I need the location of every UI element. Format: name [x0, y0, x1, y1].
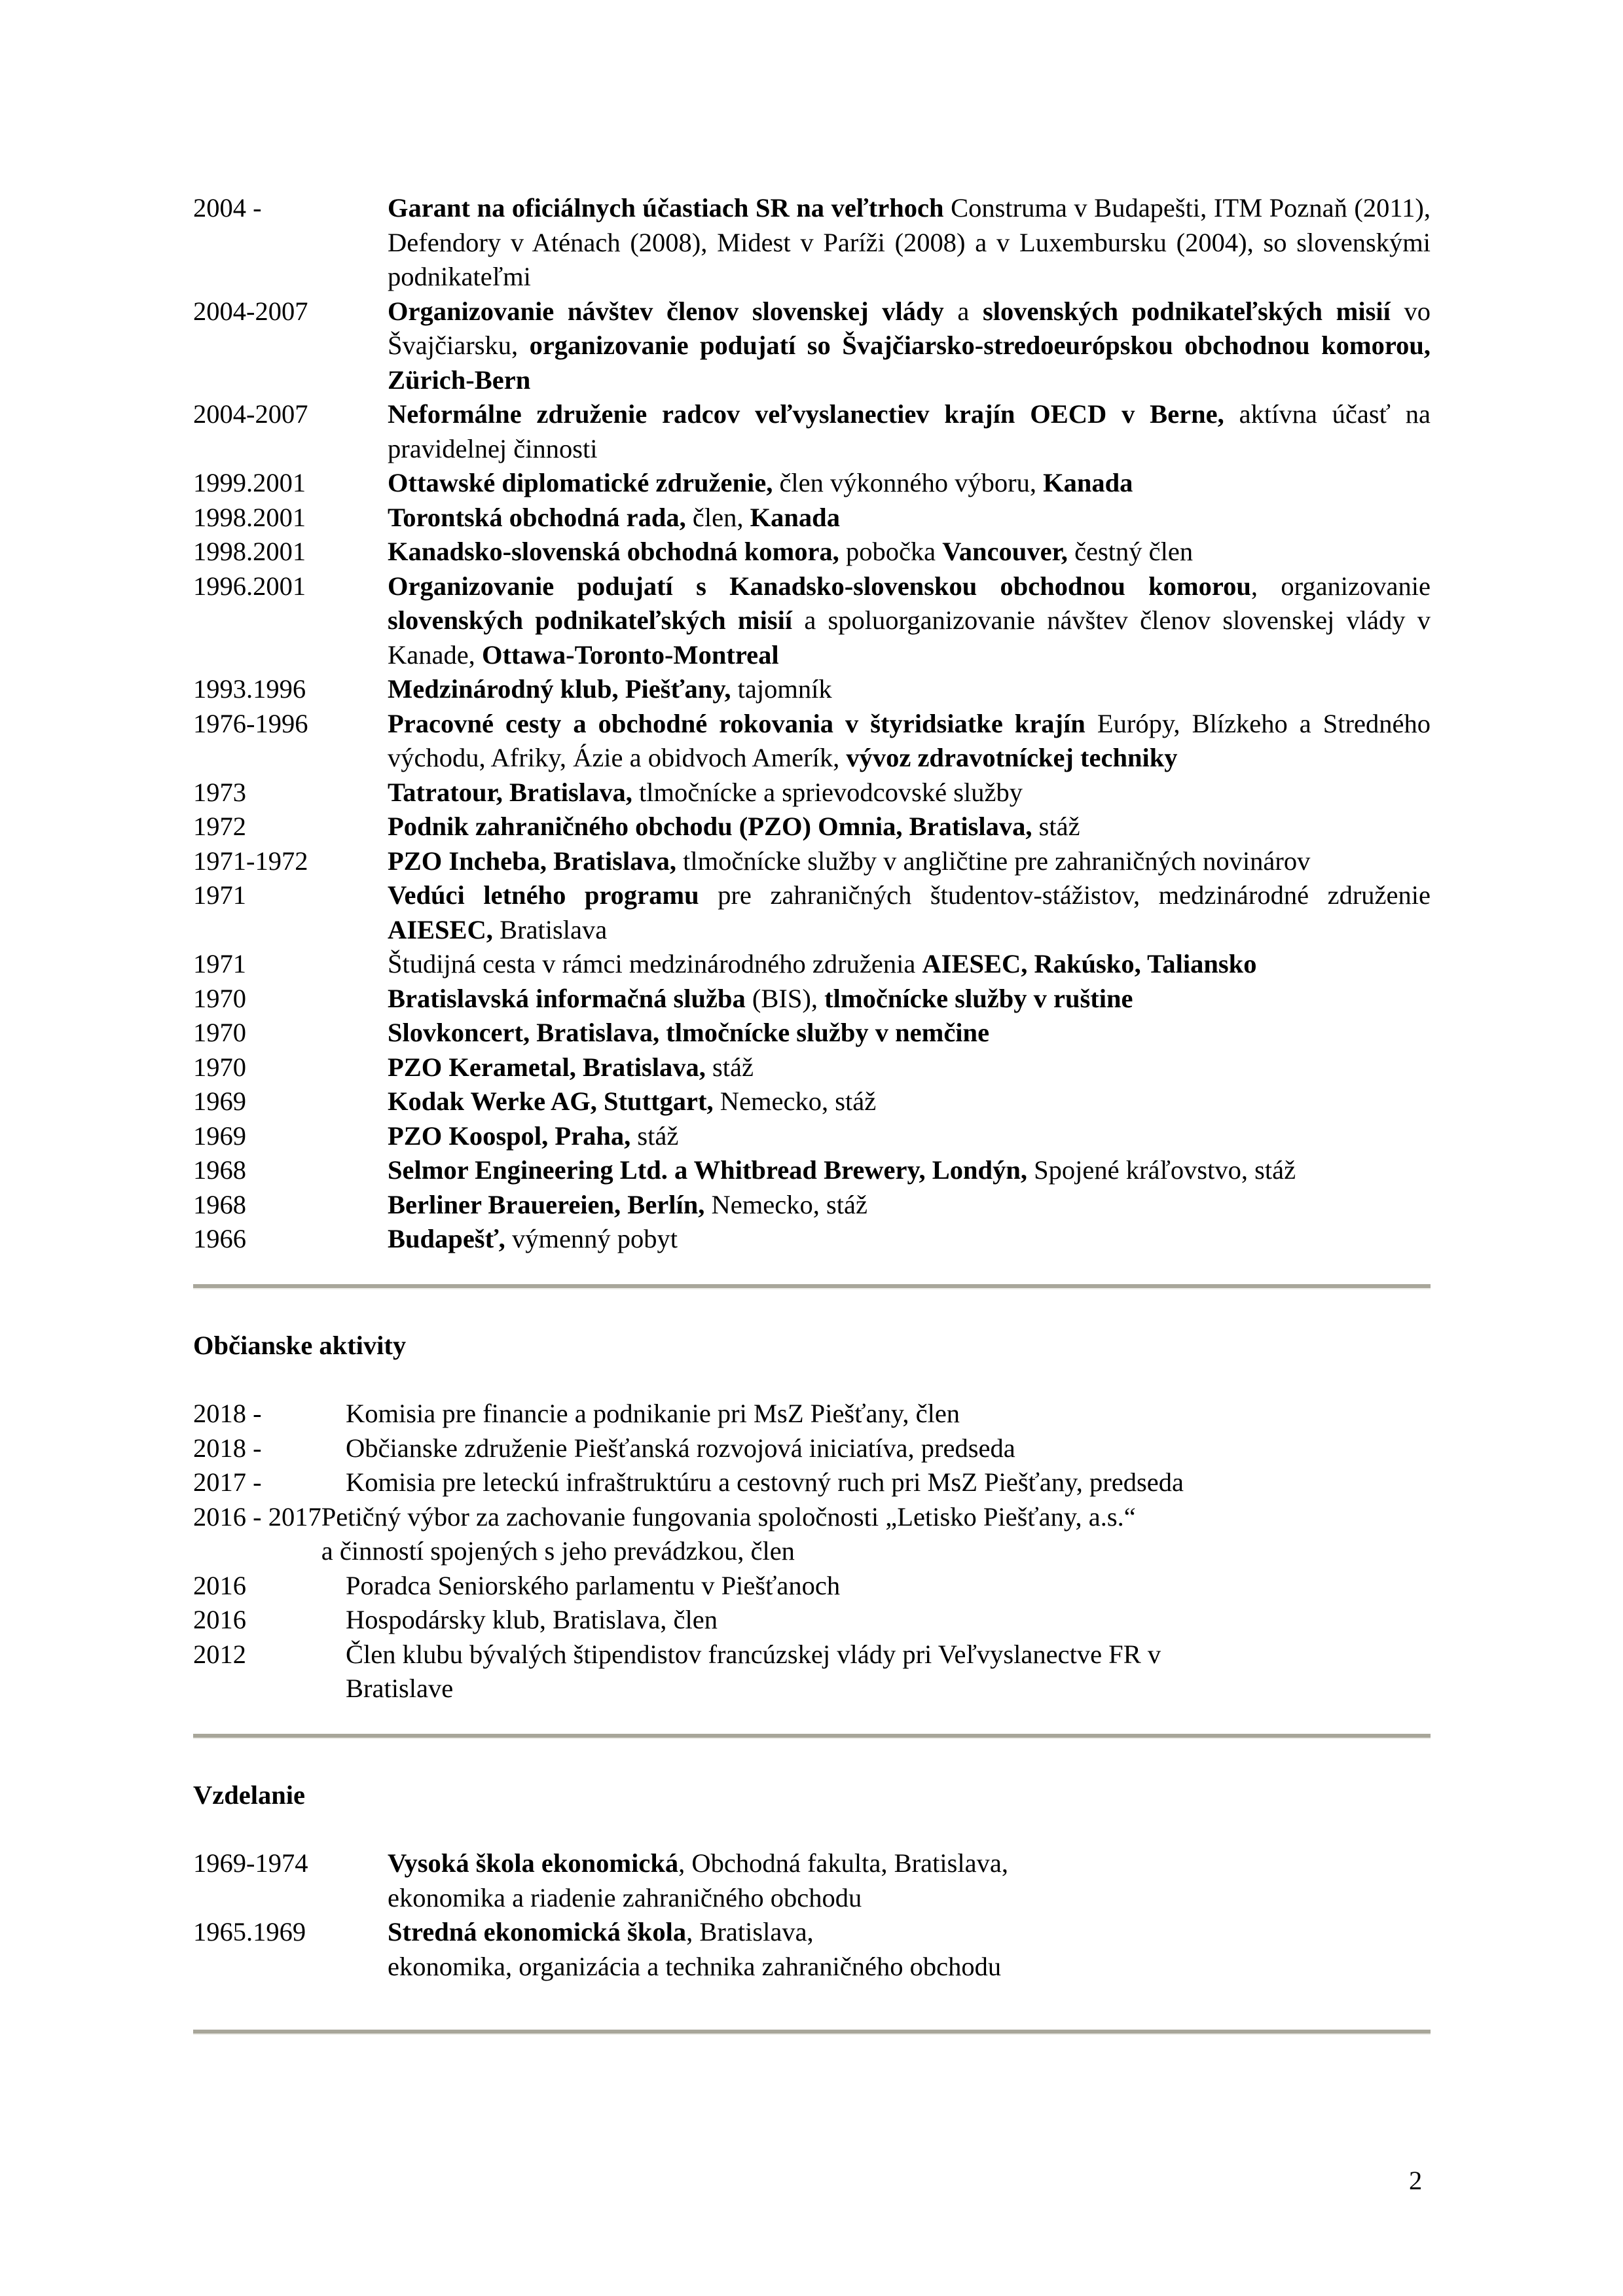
- experience-date: 2004-2007: [193, 399, 308, 429]
- experience-row: [193, 810, 1431, 844]
- civic-list: [193, 1397, 1431, 1706]
- bold-text: Garant na oficiálnych účastiach SR na veľtrhoch: [388, 193, 944, 223]
- experience-row: [193, 191, 1431, 295]
- experience-row: [193, 1222, 1431, 1257]
- experience-description: [388, 1119, 1431, 1154]
- bold-text: AIESEC,: [388, 914, 493, 944]
- bold-text: AIESEC, Rakúsko, Taliansko: [922, 949, 1257, 978]
- experience-row: [193, 982, 1431, 1016]
- experience-description: [388, 1188, 1431, 1223]
- text: Nemecko, stáž: [704, 1189, 867, 1219]
- experience-description: [388, 569, 1431, 673]
- experience-description: [388, 844, 1431, 879]
- experience-row: [193, 844, 1431, 879]
- experience-description: [388, 1085, 1431, 1119]
- school-name: Vysoká škola ekonomická: [388, 1848, 679, 1878]
- text: Nemecko, stáž: [713, 1086, 877, 1116]
- bold-text: PZO Koospol, Praha,: [388, 1121, 631, 1151]
- bold-text: Neformálne združenie radcov veľvyslanectiev krajín OECD v Berne,: [388, 399, 1224, 429]
- bold-text: Ottawské diplomatické združenie,: [388, 468, 773, 497]
- section-divider: [193, 1734, 1431, 1739]
- bold-text: Organizovanie podujatí s Kanadsko-slovenskou obchodnou komorou: [388, 571, 1251, 601]
- education-row: [193, 1915, 1431, 1984]
- experience-row: [193, 707, 1431, 776]
- experience-description: [388, 776, 1431, 810]
- bold-text: Medzinárodný klub, Piešťany,: [388, 674, 731, 704]
- text: stáž: [705, 1052, 754, 1082]
- experience-row: [193, 1188, 1431, 1223]
- experience-date: 2004-2007: [193, 296, 308, 326]
- bold-text: slovenských podnikateľských misií: [388, 605, 793, 635]
- civic-line: Komisia pre financie a podnikanie pri MsZ Piešťany, člen: [346, 1399, 960, 1428]
- civic-row: [193, 1638, 1431, 1706]
- civic-description: [346, 1638, 1431, 1706]
- experience-date: 1998.2001: [193, 537, 306, 566]
- civic-row: [193, 1500, 1431, 1569]
- experience-description: [388, 1050, 1431, 1085]
- bold-text: Pracovné cesty a obchodné rokovania v štyridsiatke krajín: [388, 708, 1085, 738]
- experience-row: [193, 1119, 1431, 1154]
- cv-page: [193, 191, 1431, 2035]
- civic-date: 2016: [193, 1570, 246, 1600]
- civic-date: 2018 -: [193, 1433, 262, 1463]
- text: stáž: [1032, 812, 1080, 841]
- civic-date: 2017 -: [193, 1467, 262, 1497]
- text: tajomník: [731, 674, 832, 704]
- text: Európy, Blízkeho a Stredného východu, Afriky, Ázie a obidvoch Amerík,: [388, 708, 1431, 772]
- bold-text: PZO Incheba, Bratislava,: [388, 846, 677, 876]
- bold-text: Kanadsko-slovenská obchodná komora,: [388, 537, 839, 566]
- civic-row: [193, 1569, 1431, 1604]
- experience-description: [388, 672, 1431, 707]
- experience-date: 2004 -: [193, 193, 262, 223]
- civic-date: 2016: [193, 1605, 246, 1634]
- civic-line: Hospodársky klub, Bratislava, člen: [346, 1605, 718, 1634]
- experience-description: [388, 1153, 1431, 1188]
- bold-text: Berliner Brauereien, Berlín,: [388, 1189, 705, 1219]
- study-field: ekonomika, organizácia a technika zahraničného obchodu: [388, 1951, 1002, 1981]
- text: , organizovanie: [1250, 571, 1431, 601]
- bold-text: Organizovanie návštev členov slovenskej vlády: [388, 296, 944, 326]
- bold-text: Podnik zahraničného obchodu (PZO) Omnia, Bratislava,: [388, 812, 1032, 841]
- text: (BIS),: [745, 983, 825, 1013]
- civic-line: Občianske združenie Piešťanská rozvojová iniciatíva, predseda: [346, 1433, 1015, 1463]
- civic-description: [346, 1603, 1431, 1638]
- bold-text: Vedúci letného programu: [388, 880, 699, 910]
- education-description: [388, 1915, 1431, 1984]
- text: pobočka: [839, 537, 943, 566]
- experience-row: [193, 672, 1431, 707]
- bold-text: Bratislavská informačná služba: [388, 983, 746, 1013]
- text: a: [943, 296, 983, 326]
- experience-date: 1969: [193, 1121, 246, 1151]
- experience-date: 1968: [193, 1155, 246, 1185]
- text: čestný člen: [1067, 537, 1194, 566]
- text: tlmočnícke služby v angličtine pre zahraničných novinárov: [676, 846, 1311, 876]
- experience-description: [388, 397, 1431, 466]
- bold-text: vývoz zdravotníckej techniky: [846, 743, 1178, 772]
- experience-description: [388, 295, 1431, 398]
- civic-line: Člen klubu bývalých štipendistov francúzskej vlády pri Veľvyslanectve FR v: [346, 1639, 1161, 1669]
- experience-date: 1972: [193, 812, 246, 841]
- civic-line: Petičný výbor za zachovanie fungovania spoločnosti „Letisko Piešťany, a.s.“: [321, 1501, 1136, 1532]
- text: člen výkonného výboru,: [773, 468, 1044, 497]
- bold-text: Kanada: [1043, 468, 1133, 497]
- text: člen,: [685, 502, 750, 532]
- text: Študijná cesta v rámci medzinárodného združenia: [388, 949, 922, 978]
- experience-description: [388, 982, 1431, 1016]
- bold-text: Tatratour, Bratislava,: [388, 777, 632, 807]
- experience-description: [388, 707, 1431, 776]
- experience-description: [388, 947, 1431, 982]
- experience-date: 1966: [193, 1224, 246, 1253]
- experience-description: [388, 810, 1431, 844]
- bold-text: Kanada: [750, 502, 840, 532]
- experience-date: 1998.2001: [193, 502, 306, 532]
- bold-text: Kodak Werke AG, Stuttgart,: [388, 1086, 714, 1116]
- civic-line: Komisia pre leteckú infraštruktúru a cestovný ruch pri MsZ Piešťany, predseda: [346, 1467, 1184, 1497]
- text: tlmočnícke a sprievodcovské služby: [632, 777, 1023, 807]
- bold-text: PZO Kerametal, Bratislava,: [388, 1052, 706, 1082]
- text: Bratislava: [492, 914, 608, 944]
- bold-text: Ottawa-Toronto-Montreal: [481, 639, 779, 670]
- experience-date: 1996.2001: [193, 571, 306, 601]
- experience-list: [193, 191, 1431, 1257]
- experience-date: 1993.1996: [193, 674, 306, 704]
- civic-description: [346, 1431, 1431, 1466]
- experience-description: [388, 501, 1431, 535]
- civic-heading: Občianske aktivity: [193, 1330, 407, 1360]
- text: Construma v Budapešti, ITM Poznaň (2011), Defendory v Aténach (2008), Midest v Paríži (2008) a v Luxembursku (2004), so slovenskými podnikateľmi: [388, 193, 1431, 291]
- civic-line: a činností spojených s jeho prevádzkou, člen: [321, 1536, 795, 1566]
- experience-date: 1971-1972: [193, 846, 308, 876]
- civic-date: 2018 -: [193, 1399, 262, 1428]
- experience-date: 1969: [193, 1086, 246, 1116]
- text: vo Švajčiarsku,: [388, 296, 1431, 360]
- experience-date: 1970: [193, 1018, 246, 1047]
- bold-text: Budapešť,: [388, 1224, 505, 1253]
- experience-date: 1970: [193, 983, 246, 1013]
- experience-row: [193, 1050, 1431, 1085]
- experience-row: [193, 295, 1431, 398]
- text: stáž: [630, 1121, 679, 1151]
- education-line: [388, 1846, 1431, 1881]
- experience-row: [193, 569, 1431, 673]
- civic-row: [193, 1465, 1431, 1500]
- civic-description: [346, 1465, 1431, 1500]
- bold-text: Selmor Engineering Ltd. a Whitbread Brewery, Londýn,: [388, 1155, 1027, 1185]
- education-date: 1965.1969: [193, 1917, 306, 1946]
- experience-description: [388, 535, 1431, 569]
- education-row: [193, 1846, 1431, 1915]
- civic-description: [321, 1500, 1431, 1569]
- school-details: , Obchodná fakulta, Bratislava,: [678, 1848, 1008, 1878]
- experience-date: 1971: [193, 880, 246, 910]
- section-divider: [193, 2030, 1431, 2035]
- experience-date: 1968: [193, 1189, 246, 1219]
- experience-row: [193, 397, 1431, 466]
- experience-row: [193, 535, 1431, 569]
- section-divider: [193, 1284, 1431, 1289]
- civic-description: [346, 1569, 1431, 1604]
- bold-text: Slovkoncert, Bratislava, tlmočnícke služby v nemčine: [388, 1018, 990, 1047]
- experience-row: [193, 1085, 1431, 1119]
- experience-row: [193, 466, 1431, 501]
- experience-row: [193, 776, 1431, 810]
- experience-date: 1976-1996: [193, 708, 308, 738]
- text: a spoluorganizovanie návštev členov slovenskej vlády v Kanade,: [388, 605, 1431, 670]
- education-line: [388, 1915, 1431, 1950]
- experience-description: [388, 1016, 1431, 1050]
- civic-date: 2012: [193, 1639, 246, 1669]
- education-date: 1969-1974: [193, 1848, 308, 1878]
- text: aktívna účasť na pravidelnej činnosti: [388, 399, 1431, 463]
- school-name: Stredná ekonomická škola: [388, 1917, 687, 1946]
- experience-date: 1973: [193, 777, 246, 807]
- text: Spojené kráľovstvo, stáž: [1027, 1155, 1296, 1185]
- education-description: [388, 1846, 1431, 1915]
- experience-row: [193, 501, 1431, 535]
- page-number: 2: [1409, 2166, 1423, 2195]
- experience-row: [193, 947, 1431, 982]
- experience-date: 1971: [193, 949, 246, 978]
- experience-description: [388, 1222, 1431, 1257]
- bold-text: Torontská obchodná rada,: [388, 502, 686, 532]
- civic-row: [193, 1397, 1431, 1431]
- experience-date: 1999.2001: [193, 468, 306, 497]
- study-field: ekonomika a riadenie zahraničného obchodu: [388, 1882, 862, 1912]
- education-heading: Vzdelanie: [193, 1780, 305, 1810]
- bold-text: Vancouver,: [942, 537, 1068, 566]
- civic-description: [346, 1397, 1431, 1431]
- civic-line: Poradca Seniorského parlamentu v Piešťanoch: [346, 1570, 841, 1600]
- experience-row: [193, 1016, 1431, 1050]
- civic-row: [193, 1603, 1431, 1638]
- education-list: [193, 1846, 1431, 1984]
- experience-row: [193, 1153, 1431, 1188]
- civic-date: 2016 - 2017: [193, 1501, 321, 1532]
- experience-description: [388, 466, 1431, 501]
- bold-text: organizovanie podujatí so Švajčiarsko-stredoeurópskou obchodnou komorou, Zürich-Bern: [388, 331, 1431, 395]
- experience-date: 1970: [193, 1052, 246, 1082]
- bold-text: slovenských podnikateľských misií: [982, 296, 1391, 326]
- text: pre zahraničných študentov-stážistov, medzinárodné združenie: [699, 880, 1431, 910]
- civic-row: [193, 1431, 1431, 1466]
- school-details: , Bratislava,: [686, 1917, 814, 1946]
- experience-row: [193, 878, 1431, 947]
- experience-description: [388, 191, 1431, 295]
- civic-line: Bratislave: [346, 1674, 454, 1703]
- text: výmenný pobyt: [505, 1224, 678, 1253]
- bold-text: tlmočnícke služby v ruštine: [824, 983, 1133, 1013]
- experience-description: [388, 878, 1431, 947]
